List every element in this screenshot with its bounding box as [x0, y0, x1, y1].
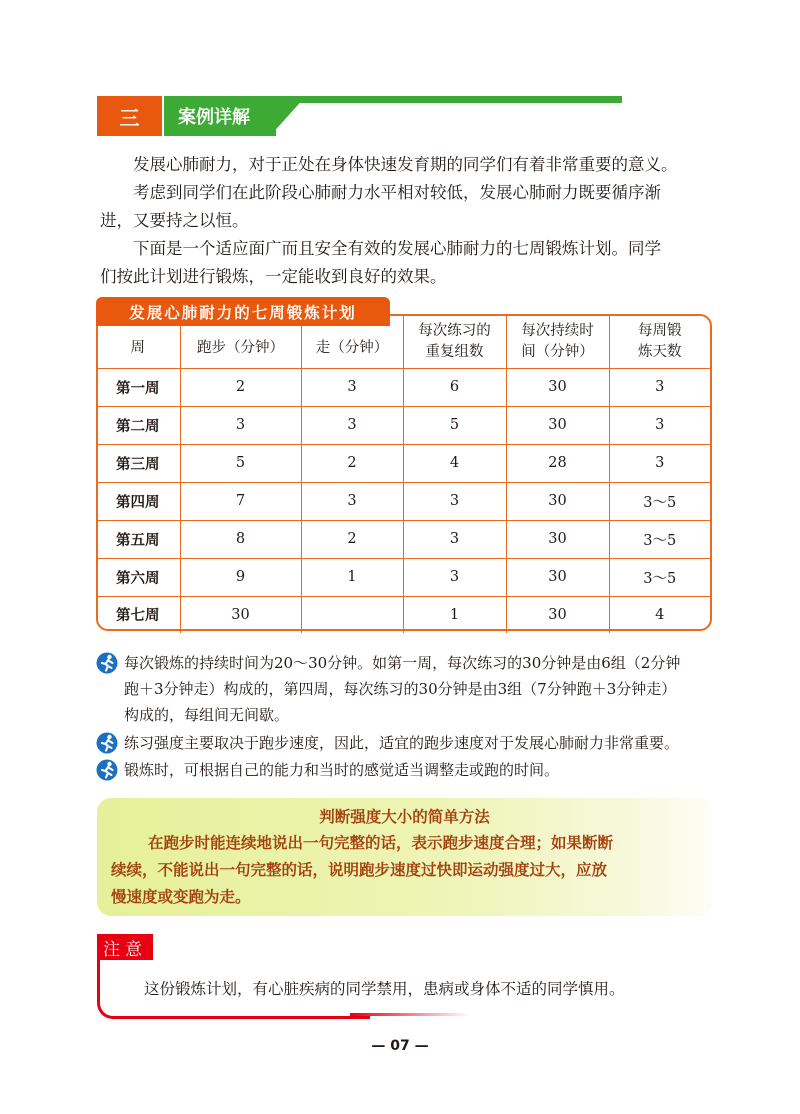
cell-week: 第四周 — [96, 482, 180, 520]
cell-week: 第七周 — [96, 596, 180, 633]
note-line: 练习强度主要取决于跑步速度，因此，适宜的跑步速度对于发展心肺耐力非常重要。 — [124, 734, 680, 752]
tip-line: 在跑步时能连续地说出一句完整的话，表示跑步速度合理；如果断断 — [148, 834, 614, 852]
cell-duration: 30 — [506, 520, 609, 558]
table-row — [96, 596, 710, 633]
cell-week: 第一周 — [96, 368, 180, 406]
cell-walk: 2 — [301, 444, 403, 482]
page-number: — 07 — — [371, 1038, 429, 1054]
cell-duration: 30 — [506, 406, 609, 444]
cell-duration: 30 — [506, 558, 609, 596]
cell-reps: 5 — [403, 406, 506, 444]
cell-walk: 2 — [301, 520, 403, 558]
cell-week: 第二周 — [96, 406, 180, 444]
col-header-reps — [403, 316, 506, 368]
section-title: 案例详解 — [164, 96, 276, 136]
cell-reps: 3 — [403, 520, 506, 558]
runner-icon — [96, 652, 118, 674]
intro-line: 们按此计划进行锻炼，一定能收到良好的效果。 — [100, 267, 447, 286]
cell-days: 4 — [609, 596, 710, 633]
cell-run: 7 — [180, 482, 301, 520]
col-header-duration-line: 每次持续时 — [521, 322, 594, 339]
table-row — [96, 558, 710, 596]
col-header-duration-line: 间（分钟） — [521, 343, 594, 360]
col-header-duration — [506, 316, 609, 368]
runner-icon — [96, 732, 118, 754]
cell-week: 第三周 — [96, 444, 180, 482]
cell-run: 2 — [180, 368, 301, 406]
cell-reps: 3 — [403, 558, 506, 596]
col-header-walk: 走（分钟） — [301, 316, 403, 368]
table-row — [96, 368, 710, 406]
col-header-days — [609, 316, 710, 368]
table-row — [96, 406, 710, 444]
note-line: 构成的，每组间无间歇。 — [124, 706, 290, 724]
intro-line: 进，又要持之以恒。 — [100, 211, 249, 230]
tip-line: 续续，不能说出一句完整的话，说明跑步速度过快即运动强度过大，应放 — [111, 861, 608, 879]
col-header-reps-line: 每次练习的 — [418, 322, 491, 339]
note-item — [96, 650, 716, 728]
cell-duration: 30 — [506, 368, 609, 406]
cell-duration: 28 — [506, 444, 609, 482]
col-header-days-line: 每周锻 — [638, 322, 682, 339]
intro-line: 下面是一个适应面广而且安全有效的发展心肺耐力的七周锻炼计划。同学 — [133, 239, 661, 258]
runner-icon — [96, 759, 118, 781]
cell-run: 3 — [180, 406, 301, 444]
col-header-run: 跑步（分钟） — [180, 316, 301, 368]
cell-walk: 3 — [301, 368, 403, 406]
note-item — [96, 757, 716, 783]
section-number: 三 — [97, 96, 162, 136]
cell-run: 30 — [180, 596, 301, 633]
cell-walk: 3 — [301, 406, 403, 444]
note-line: 锻炼时，可根据自己的能力和当时的感觉适当调整走或跑的时间。 — [124, 761, 560, 779]
cell-duration: 30 — [506, 482, 609, 520]
section-header-wedge — [270, 96, 306, 136]
attention-frame-fade — [350, 1013, 470, 1016]
cell-days: 3～5 — [609, 558, 710, 596]
intro-line: 考虑到同学们在此阶段心肺耐力水平相对较低，发展心肺耐力既要循序渐 — [133, 183, 661, 202]
cell-reps: 4 — [403, 444, 506, 482]
cell-run: 5 — [180, 444, 301, 482]
cell-walk: 3 — [301, 482, 403, 520]
col-header-days-line: 炼天数 — [638, 343, 682, 360]
table-row — [96, 520, 710, 558]
plan-table — [96, 316, 710, 633]
attention-text: 这份锻炼计划，有心脏疾病的同学禁用，患病或身体不适的同学慎用。 — [144, 980, 625, 998]
cell-week: 第六周 — [96, 558, 180, 596]
cell-days: 3 — [609, 406, 710, 444]
col-header-week: 周 — [96, 316, 180, 368]
table-title: 发展心肺耐力的七周锻炼计划 — [96, 297, 390, 326]
col-header-reps-line: 重复组数 — [425, 343, 484, 360]
note-line: 每次锻炼的持续时间为20～30分钟。如第一周，每次练习的30分钟是由6组（2分钟 — [124, 654, 681, 672]
tip-body — [111, 830, 701, 911]
cell-reps: 3 — [403, 482, 506, 520]
note-text — [124, 650, 716, 728]
note-item — [96, 730, 716, 756]
cell-walk: 1 — [301, 558, 403, 596]
note-line: 跑＋3分钟走）构成的，第四周，每次练习的30分钟是由3组（7分钟跑＋3分钟走） — [124, 680, 677, 698]
cell-reps: 1 — [403, 596, 506, 633]
cell-duration: 30 — [506, 596, 609, 633]
tip-line: 慢速度或变跑为走。 — [111, 888, 251, 906]
section-header-bar — [270, 96, 622, 103]
note-text — [124, 730, 716, 756]
note-text — [124, 757, 716, 783]
cell-run: 9 — [180, 558, 301, 596]
intro-text — [100, 151, 700, 291]
cell-days: 3 — [609, 444, 710, 482]
cell-week: 第五周 — [96, 520, 180, 558]
tip-title: 判断强度大小的简单方法 — [319, 808, 490, 826]
cell-days: 3 — [609, 368, 710, 406]
cell-run: 8 — [180, 520, 301, 558]
cell-days: 3～5 — [609, 520, 710, 558]
attention-label: 注意 — [97, 934, 153, 960]
cell-days: 3～5 — [609, 482, 710, 520]
table-row — [96, 444, 710, 482]
cell-reps: 6 — [403, 368, 506, 406]
cell-walk — [301, 596, 403, 633]
table-row — [96, 482, 710, 520]
intro-line: 发展心肺耐力，对于正处在身体快速发育期的同学们有着非常重要的意义。 — [133, 155, 678, 174]
